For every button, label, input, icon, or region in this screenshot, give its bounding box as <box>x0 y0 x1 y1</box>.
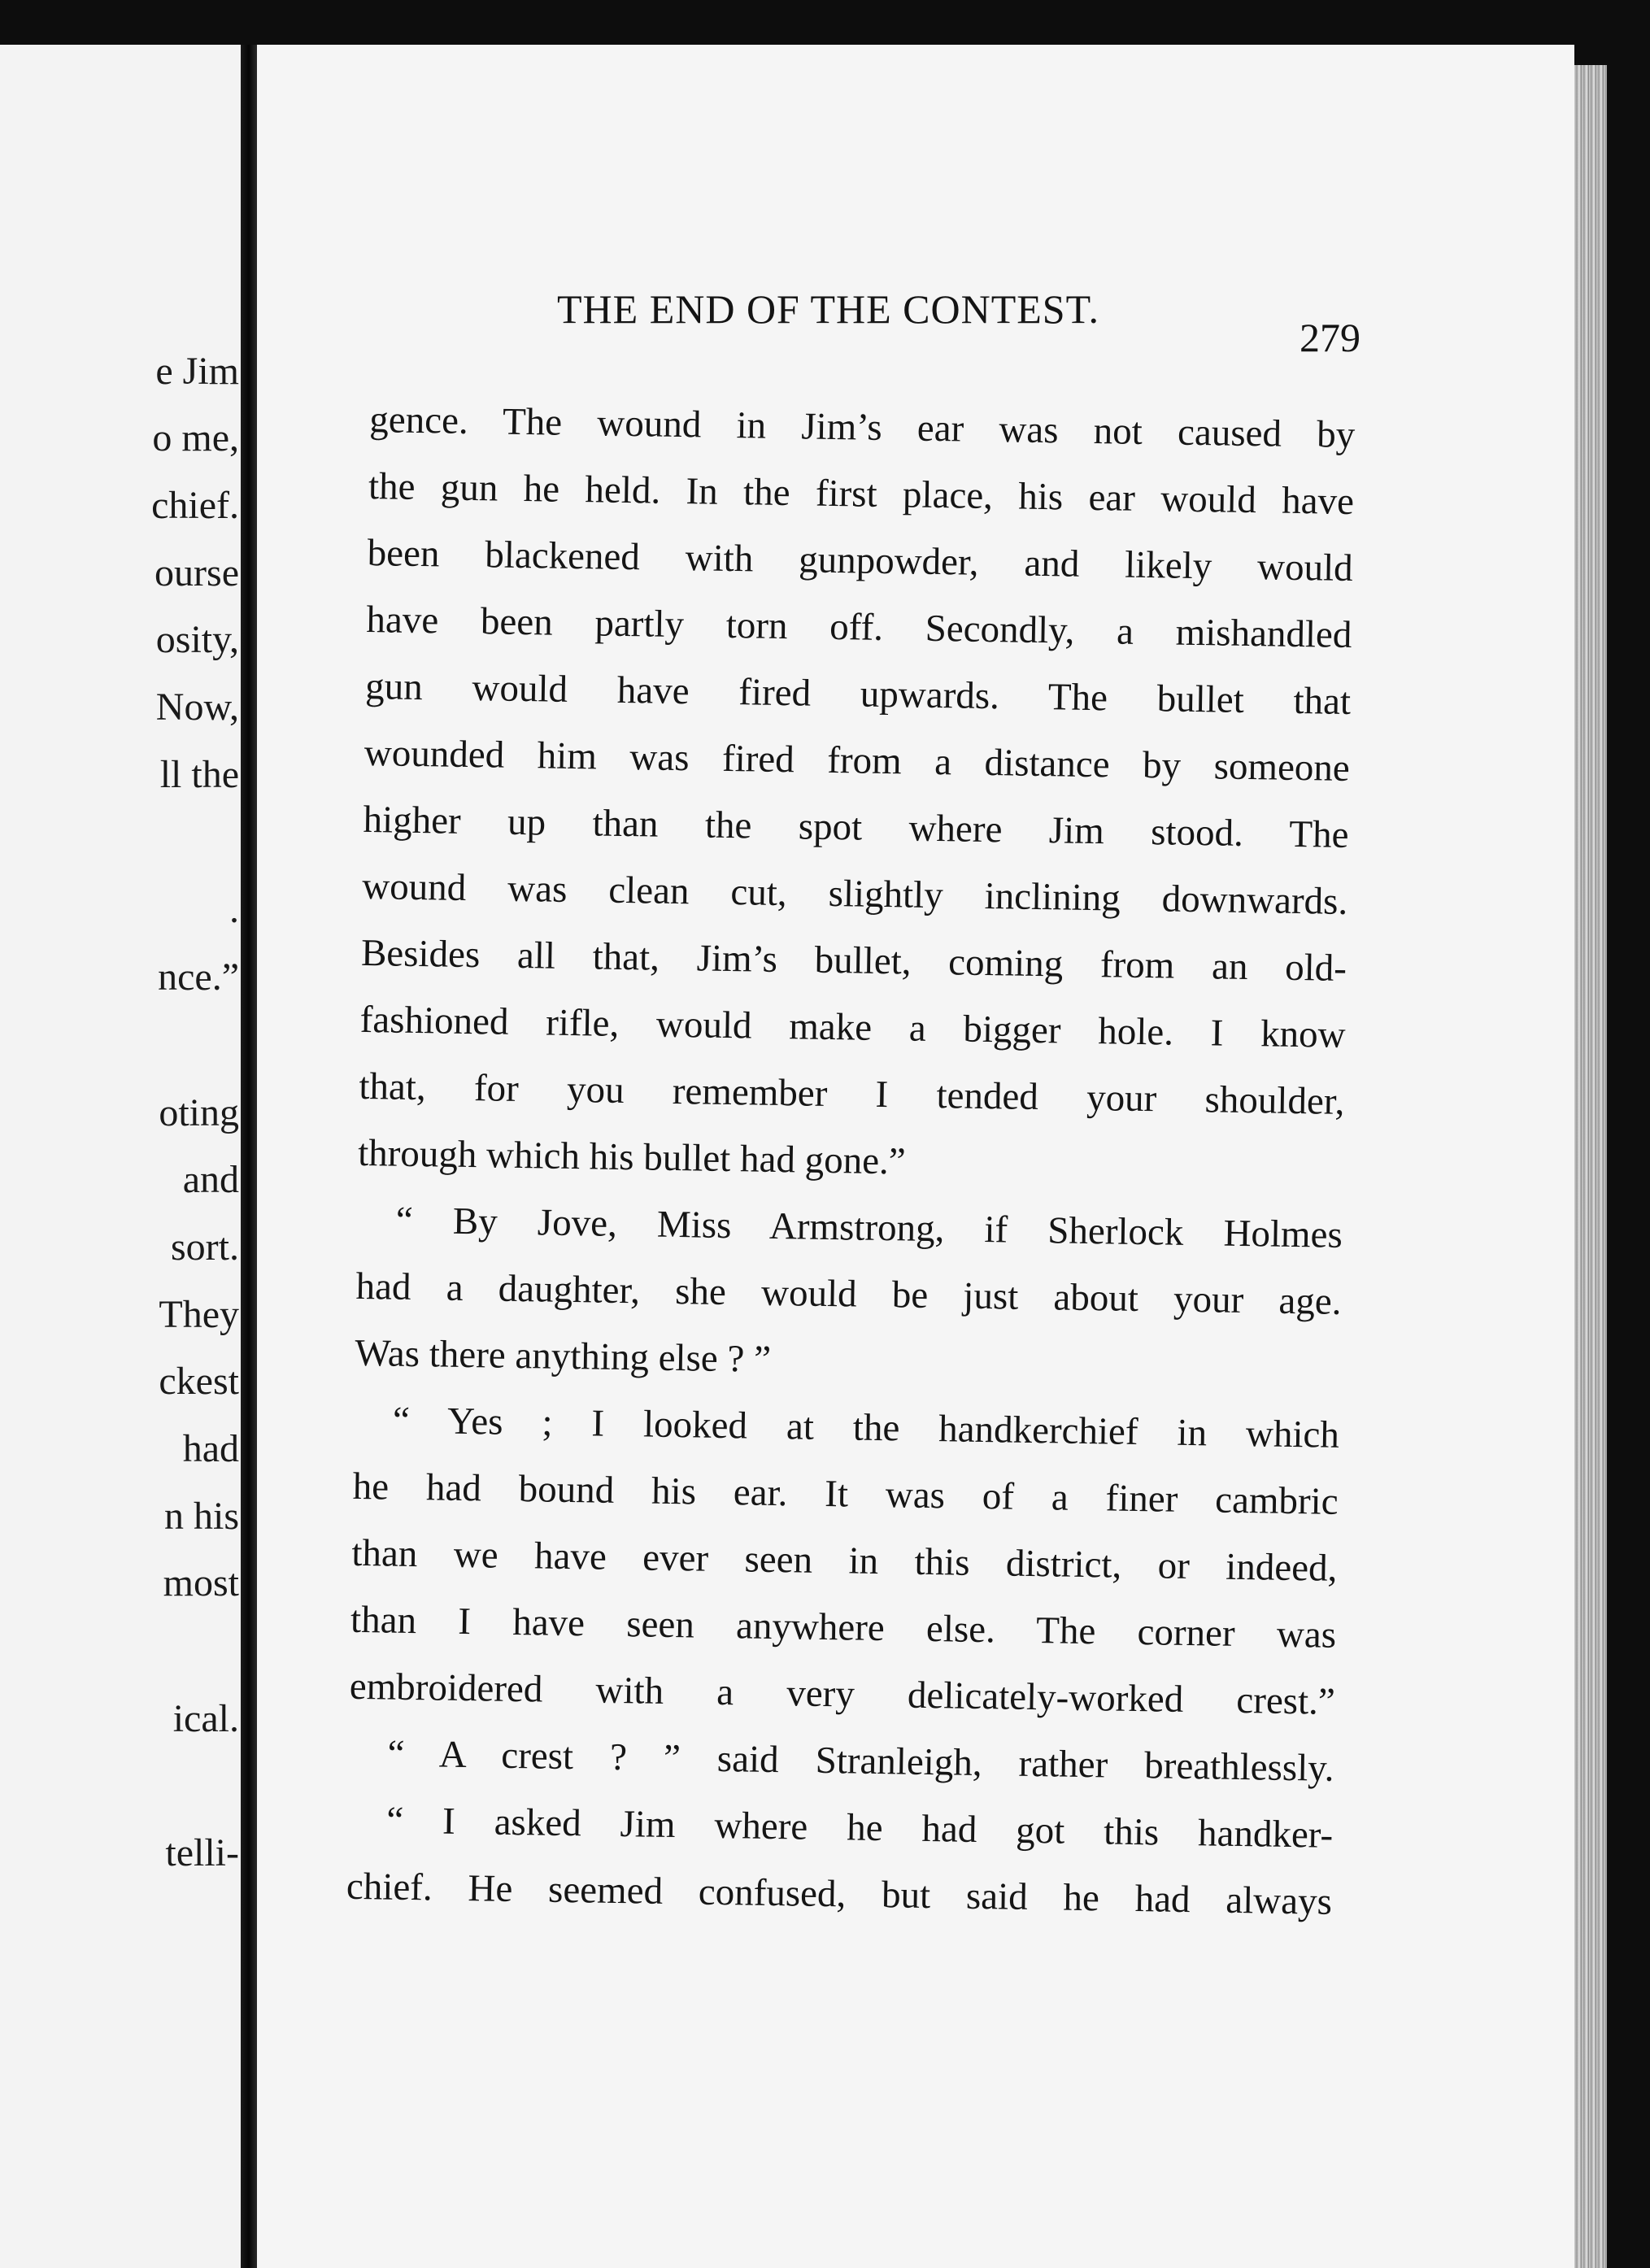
text-line: had a daughter, she would be just about your age. <box>355 1265 1342 1323</box>
text-line: been blackened with gunpowder, and likely would <box>367 531 1354 590</box>
text-line: chief. He seemed confused, but said he had always <box>346 1865 1333 1923</box>
book-gutter <box>241 45 257 2268</box>
text-line: gun would have fired upwards. The bullet that <box>364 664 1352 723</box>
left-page-line: chief. <box>151 484 239 527</box>
text-line: wound was clean cut, slightly inclining downwards. <box>361 864 1348 923</box>
page-number: 279 <box>1300 315 1360 360</box>
text-line: through which his bullet had gone.” <box>357 1131 907 1183</box>
page-body-text <box>346 386 1355 1935</box>
left-page-line: nce.” <box>158 956 239 999</box>
left-page-line: most <box>163 1561 239 1604</box>
running-head: THE END OF THE CONTEST. <box>557 286 1099 332</box>
text-line: that, for you remember I tended your shoulder, <box>359 1064 1345 1123</box>
text-line: wounded him was fired from a distance by someone <box>364 731 1351 790</box>
left-page-line: ical. <box>172 1697 239 1740</box>
left-page-line: oting <box>159 1091 239 1134</box>
text-line: “ I asked Jim where he had got this handker- <box>385 1799 1334 1857</box>
text-line: than we have ever seen in this district, or indeed, <box>351 1531 1338 1590</box>
left-page-line: . <box>229 888 239 931</box>
left-page-line: ckest <box>159 1360 239 1403</box>
text-line: the gun he held. In the first place, his ear would have <box>368 464 1355 524</box>
text-line: Was there anything else ? ” <box>354 1331 772 1381</box>
left-page-line: osity, <box>155 618 239 661</box>
text-line: embroidered with a very delicately-worked crest.” <box>349 1665 1336 1723</box>
page-edges <box>1574 65 1607 2268</box>
left-page-line: telli- <box>165 1831 239 1874</box>
text-line: he had bound his ear. It was of a finer cambric <box>352 1465 1339 1523</box>
text-line: “ A crest ? ” said Stranleigh, rather breathlessly. <box>387 1732 1334 1790</box>
left-page-line: o me, <box>152 416 239 459</box>
text-line: “ By Jove, Miss Armstrong, if Sherlock Holmes <box>395 1199 1343 1256</box>
left-page-line: ll the <box>159 753 239 796</box>
text-line: higher up than the spot where Jim stood. The <box>363 798 1349 856</box>
left-page-line: e Jim <box>155 350 239 393</box>
text-line: gence. The wound in Jim’s ear was not caused by <box>368 398 1356 457</box>
left-page-line: and <box>182 1158 239 1201</box>
text-line: have been partly torn off. Secondly, a mishandled <box>366 598 1352 656</box>
text-line: “ Yes ; I looked at the handkerchief in which <box>392 1399 1340 1456</box>
left-page-line: ourse <box>155 551 239 594</box>
left-page-line: Now, <box>155 686 239 729</box>
text-line: fashioned rifle, would make a bigger hole. I know <box>359 998 1347 1056</box>
left-page-line: had <box>182 1427 239 1470</box>
left-page-line: They <box>159 1293 239 1336</box>
text-line: Besides all that, Jim’s bullet, coming from an old- <box>360 931 1347 990</box>
previous-page <box>0 45 241 2268</box>
left-page-line: n his <box>163 1495 239 1538</box>
text-line: than I have seen anywhere else. The corner was <box>350 1598 1337 1656</box>
left-page-line: sort. <box>171 1225 239 1269</box>
